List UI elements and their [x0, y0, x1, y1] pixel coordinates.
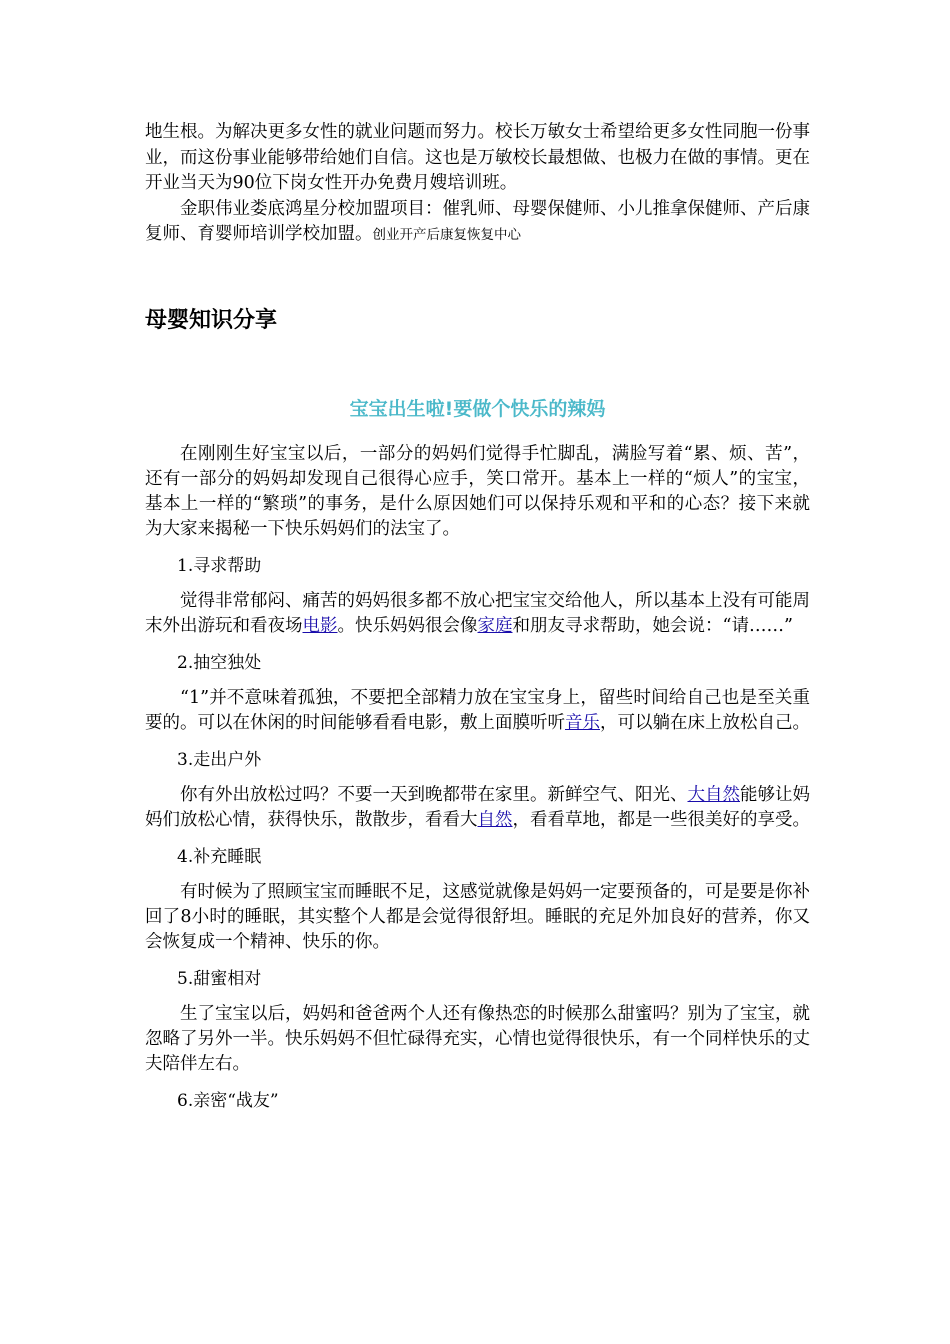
link-music[interactable]: 音乐 [565, 713, 600, 733]
item-4-heading: 4.补充睡眠 [177, 847, 262, 867]
article-title: 宝宝出生啦!要做个快乐的辣妈 [349, 398, 606, 420]
intro-paragraph-2-main: 金职伟业娄底鸿星分校加盟项目：催乳师、母婴保健师、小儿推拿保健师、产后康复师、育婴师培训学校加盟。 [145, 198, 810, 244]
item-2-text-b: ，可以躺在床上放松自己。 [600, 713, 810, 733]
item-1-text-b: 。快乐妈妈很会像 [337, 616, 478, 636]
item-1-text-c: 和朋友寻求帮助，她会说：“请……” [512, 616, 793, 636]
item-3-text-c: ，看看草地，都是一些很美好的享受。 [512, 810, 810, 830]
item-1-text-a: 觉得非常郁闷、痛苦的妈妈很多都不放心把宝宝交给他人，所以基本上没有可能周末外出游玩和看夜场 [145, 591, 810, 636]
item-1-body [145, 589, 810, 639]
item-5-heading: 5.甜蜜相对 [177, 969, 262, 989]
link-nature[interactable]: 自然 [477, 810, 513, 830]
document-page [145, 120, 810, 1111]
link-family[interactable]: 家庭 [477, 616, 513, 636]
link-movie[interactable]: 电影 [302, 616, 338, 636]
item-3-heading: 3.走出户外 [177, 750, 262, 770]
item-4-body: 有时候为了照顾宝宝而睡眠不足，这感觉就像是妈妈一定要预备的，可是要是你补回了8小时的睡眠，其实整个人都是会觉得很舒坦。睡眠的充足外加良好的营养，你又会恢复成一个精神、快乐的你。 [145, 882, 810, 952]
article-body [145, 442, 810, 1124]
item-3-body [145, 783, 810, 833]
intro-paragraph-2 [145, 197, 810, 249]
intro-paragraph-2-note: 创业开产后康复恢复中心 [372, 227, 521, 243]
article-intro: 在刚刚生好宝宝以后，一部分的妈妈们觉得手忙脚乱，满脸写着“累、烦、苦”，还有一部分的妈妈却发现自己很得心应手，笑口常开。基本上一样的“烦人”的宝宝，基本上一样的“繁琐”的事务，是什么原因她们可以保持乐观和平和的心态？接下来就为大家来揭秘一下快乐妈妈们的法宝了。 [145, 444, 810, 539]
item-2-heading: 2.抽空独处 [177, 653, 262, 673]
item-6-heading: 6.亲密“战友” [177, 1091, 279, 1111]
item-2-body [145, 686, 810, 736]
section-title: 母婴知识分享 [145, 308, 278, 333]
item-1-heading: 1.寻求帮助 [177, 556, 262, 576]
item-3-text-b: 能够让妈妈们放松心情，获得快乐，散散步，看看大 [145, 785, 810, 830]
link-great-nature[interactable]: 大自然 [687, 785, 740, 805]
item-2-text-a: “1”并不意味着孤独，不要把全部精力放在宝宝身上，留些时间给自己也是至关重要的。可以在休闲的时间能够看看电影，敷上面膜听听 [145, 688, 810, 733]
item-5-body: 生了宝宝以后，妈妈和爸爸两个人还有像热恋的时候那么甜蜜吗？别为了宝宝，就忽略了另外一半。快乐妈妈不但忙碌得充实，心情也觉得很快乐，有一个同样快乐的丈夫陪伴左右。 [145, 1004, 810, 1074]
intro-paragraph-1: 地生根。为解决更多女性的就业问题而努力。校长万敏女士希望给更多女性同胞一份事业，而这份事业能够带给她们自信。这也是万敏校长最想做、也极力在做的事情。更在开业当天为90位下岗女性开办免费月嫂培训班。 [145, 122, 810, 193]
item-3-text-a: 你有外出放松过吗？不要一天到晚都带在家里。新鲜空气、阳光、 [180, 785, 688, 805]
